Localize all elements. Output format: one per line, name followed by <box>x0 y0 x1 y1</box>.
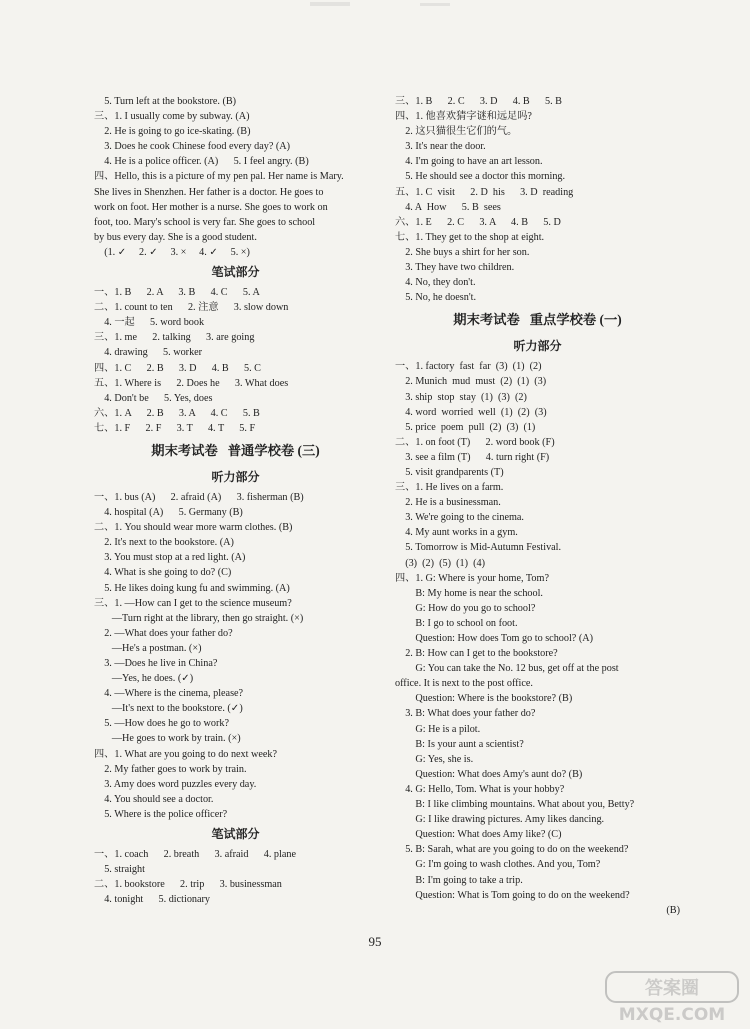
answer-line: 三、1. He lives on a farm. <box>395 482 504 494</box>
answer-line: B: I like climbing mountains. What about you, Betty? <box>395 799 635 811</box>
answer-line: 4. 一起 5. word book <box>94 317 205 329</box>
answer-line: by bus every day. She is a good student. <box>94 231 257 243</box>
answer-line: 2. She buys a shirt for her son. <box>395 246 530 258</box>
answer-line: 5. No, he doesn't. <box>395 292 477 304</box>
answer-line: 4. hospital (A) 5. Germany (B) <box>94 507 243 519</box>
answer-line: 二、1. You should wear more warm clothes. (B) <box>94 522 293 534</box>
answer-line: 一、1. factory fast far (3) (1) (2) <box>395 361 542 373</box>
answer-line: 3. Does he cook Chinese food every day? (A) <box>94 141 291 153</box>
answer-line: G: Yes, she is. <box>395 753 474 765</box>
answer-line: 三、1. I usually come by subway. (A) <box>94 111 250 123</box>
answer-line: foot, too. Mary's school is very far. She goes to school <box>94 216 316 228</box>
answer-line: 4. —Where is the cinema, please? <box>94 688 244 700</box>
answer-line: 4. tonight 5. dictionary <box>94 894 211 906</box>
answer-line: 3. Amy does word puzzles every day. <box>94 778 257 790</box>
answer-line: 4. He is a police officer. (A) 5. I feel angry. (B) <box>94 156 309 168</box>
answer-line: 5. straight <box>94 864 145 876</box>
left-column <box>94 94 377 907</box>
answer-line: Question: Where is the bookstore? (B) <box>395 693 573 705</box>
section-heading: 听力部分 <box>513 339 562 354</box>
section-heading: 笔试部分 <box>211 265 260 280</box>
answer-line: 3. You must stop at a red light. (A) <box>94 552 246 564</box>
answer-line: 3. We're going to the cinema. <box>395 512 524 524</box>
answer-line: 二、1. bookstore 2. trip 3. businessman <box>94 879 282 891</box>
answer-line: 五、1. C visit 2. D his 3. D reading <box>395 186 574 198</box>
answer-line: 4. word worried well (1) (2) (3) <box>395 406 547 418</box>
answer-line: G: I like drawing pictures. Amy likes dancing. <box>395 814 605 826</box>
svg-text:答案圈: 答案圈 <box>645 978 699 999</box>
answer-line: 2. —What does your father do? <box>94 627 233 639</box>
answer-line: —He goes to work by train. (×) <box>94 733 241 745</box>
answer-line: 4. A How 5. B sees <box>395 201 501 213</box>
answer-line: office. It is next to the post office. <box>395 678 533 690</box>
answer-line: 5. Where is the police officer? <box>94 808 228 820</box>
answer-line: B: Is your aunt a scientist? <box>395 738 524 750</box>
answer-line: 5. visit grandparents (T) <box>395 466 504 478</box>
answer-line: B: My home is near the school. <box>395 587 543 599</box>
answer-line: G: How do you go to school? <box>395 602 536 614</box>
answer-line: (3) (2) (5) (1) (4) <box>395 557 485 569</box>
answer-line: (B) <box>666 904 680 916</box>
answer-line: 5. He should see a doctor this morning. <box>395 171 566 183</box>
answer-line: 2. Munich mud must (2) (1) (3) <box>395 376 547 388</box>
answer-line: 三、1. —How can I get to the science museum? <box>94 597 292 609</box>
answer-line: work on foot. Her mother is a nurse. She goes to work on <box>94 201 328 213</box>
answer-line: 2. He is going to go ice-skating. (B) <box>94 126 251 138</box>
answer-line: 5. B: Sarah, what are you going to do on the weekend? <box>395 844 629 856</box>
page-number: 95 <box>368 934 382 949</box>
exam-title: 期末考试卷 普通学校卷 (三) <box>151 442 320 458</box>
answer-line: 3. It's near the door. <box>395 141 486 153</box>
answer-line: 二、1. on foot (T) 2. word book (F) <box>395 436 555 448</box>
answer-line: 四、1. 他喜欢猜字谜和远足吗? <box>395 111 532 123</box>
answer-line: B: I go to school on foot. <box>395 617 518 629</box>
answer-line: 4. Don't be 5. Yes, does <box>94 392 213 404</box>
answer-line: 一、1. bus (A) 2. afraid (A) 3. fisherman (B) <box>94 491 304 503</box>
answer-line: 4. drawing 5. worker <box>94 347 203 359</box>
answer-line: 四、1. C 2. B 3. D 4. B 5. C <box>94 362 261 374</box>
answer-line: 3. —Does he live in China? <box>94 658 218 669</box>
section-heading: 听力部分 <box>211 469 260 484</box>
answer-line: 四、Hello, this is a picture of my pen pal. Her name is Mary. <box>94 171 344 183</box>
answer-line: 2. B: How can I get to the bookstore? <box>395 648 558 660</box>
answer-line: Question: What is Tom going to do on the weekend? <box>395 889 630 901</box>
answer-line: 4. I'm going to have an art lesson. <box>395 156 543 168</box>
answer-line: 4. G: Hello, Tom. What is your hobby? <box>395 783 565 795</box>
answer-line: She lives in Shenzhen. Her father is a doctor. He goes to <box>94 186 324 198</box>
answer-line: 4. What is she going to do? (C) <box>94 567 232 579</box>
answer-line: 2. 这只猫很生它们的气。 <box>395 126 518 138</box>
answer-line: Question: What does Amy's aunt do? (B) <box>395 768 583 780</box>
answer-line: 四、1. G: Where is your home, Tom? <box>395 572 549 584</box>
answer-line: 3. see a film (T) 4. turn right (F) <box>395 451 550 463</box>
answer-line: 4. No, they don't. <box>395 277 476 289</box>
answer-line: G: You can take the No. 12 bus, get off at the post <box>395 663 619 675</box>
answer-line: 5. Tomorrow is Mid-Autumn Festival. <box>395 542 562 554</box>
exam-title: 期末考试卷 重点学校卷 (一) <box>453 312 622 328</box>
answer-line: 2. He is a businessman. <box>395 497 501 509</box>
answer-line: 4. My aunt works in a gym. <box>395 527 518 539</box>
answer-line: 五、1. Where is 2. Does he 3. What does <box>94 377 289 389</box>
answer-line: G: He is a pilot. <box>395 723 481 735</box>
answer-line: 六、1. E 2. C 3. A 4. B 5. D <box>395 216 561 228</box>
answer-line: (1. ✓ 2. ✓ 3. × 4. ✓ 5. ×) <box>94 246 250 258</box>
right-column <box>395 94 680 918</box>
answer-line: 三、1. me 2. talking 3. are going <box>94 332 255 344</box>
answer-line: 3. ship stop stay (1) (3) (2) <box>395 391 527 403</box>
answer-line: 5. —How does he go to work? <box>94 718 229 730</box>
answer-line: —He's a postman. (×) <box>94 642 202 654</box>
answer-line: G: I'm going to wash clothes. And you, Tom? <box>395 859 601 871</box>
answer-line: 4. You should see a doctor. <box>94 793 214 805</box>
answer-line: B: I'm going to take a trip. <box>395 874 523 886</box>
answer-line: —Yes, he does. (✓) <box>94 673 194 685</box>
answer-line: 一、1. coach 2. breath 3. afraid 4. plane <box>94 849 296 861</box>
answer-line: 七、1. They get to the shop at eight. <box>395 231 545 243</box>
answer-line: 3. B: What does your father do? <box>395 708 536 720</box>
scan-artifact <box>300 0 480 12</box>
answer-line: 2. My father goes to work by train. <box>94 763 247 775</box>
answer-line: 5. price poem pull (2) (3) (1) <box>395 421 536 433</box>
answer-line: Question: What does Amy like? (C) <box>395 829 562 841</box>
answer-line: Question: How does Tom go to school? (A) <box>395 633 594 644</box>
answer-line: 二、1. count to ten 2. 注意 3. slow down <box>94 302 289 314</box>
answer-line: 四、1. What are you going to do next week? <box>94 748 278 760</box>
answer-line: 六、1. A 2. B 3. A 4. C 5. B <box>94 407 260 419</box>
answer-line: —Turn right at the library, then go straight. (×) <box>94 612 304 624</box>
answer-line: 三、1. B 2. C 3. D 4. B 5. B <box>395 96 562 107</box>
watermark-logo <box>602 968 742 1024</box>
section-heading: 笔试部分 <box>211 827 260 842</box>
answer-line: 2. It's next to the bookstore. (A) <box>94 537 234 549</box>
answer-line: 5. He likes doing kung fu and swimming. (A) <box>94 582 290 594</box>
svg-text:MXQE.COM: MXQE.COM <box>618 1005 726 1024</box>
answer-line: 一、1. B 2. A 3. B 4. C 5. A <box>94 287 260 299</box>
answer-line: 七、1. F 2. F 3. T 4. T 5. F <box>94 422 256 434</box>
answer-line: —It's next to the bookstore. (✓) <box>94 703 243 715</box>
answer-line: 3. They have two children. <box>395 262 515 274</box>
answer-line: 5. Turn left at the bookstore. (B) <box>94 96 237 107</box>
